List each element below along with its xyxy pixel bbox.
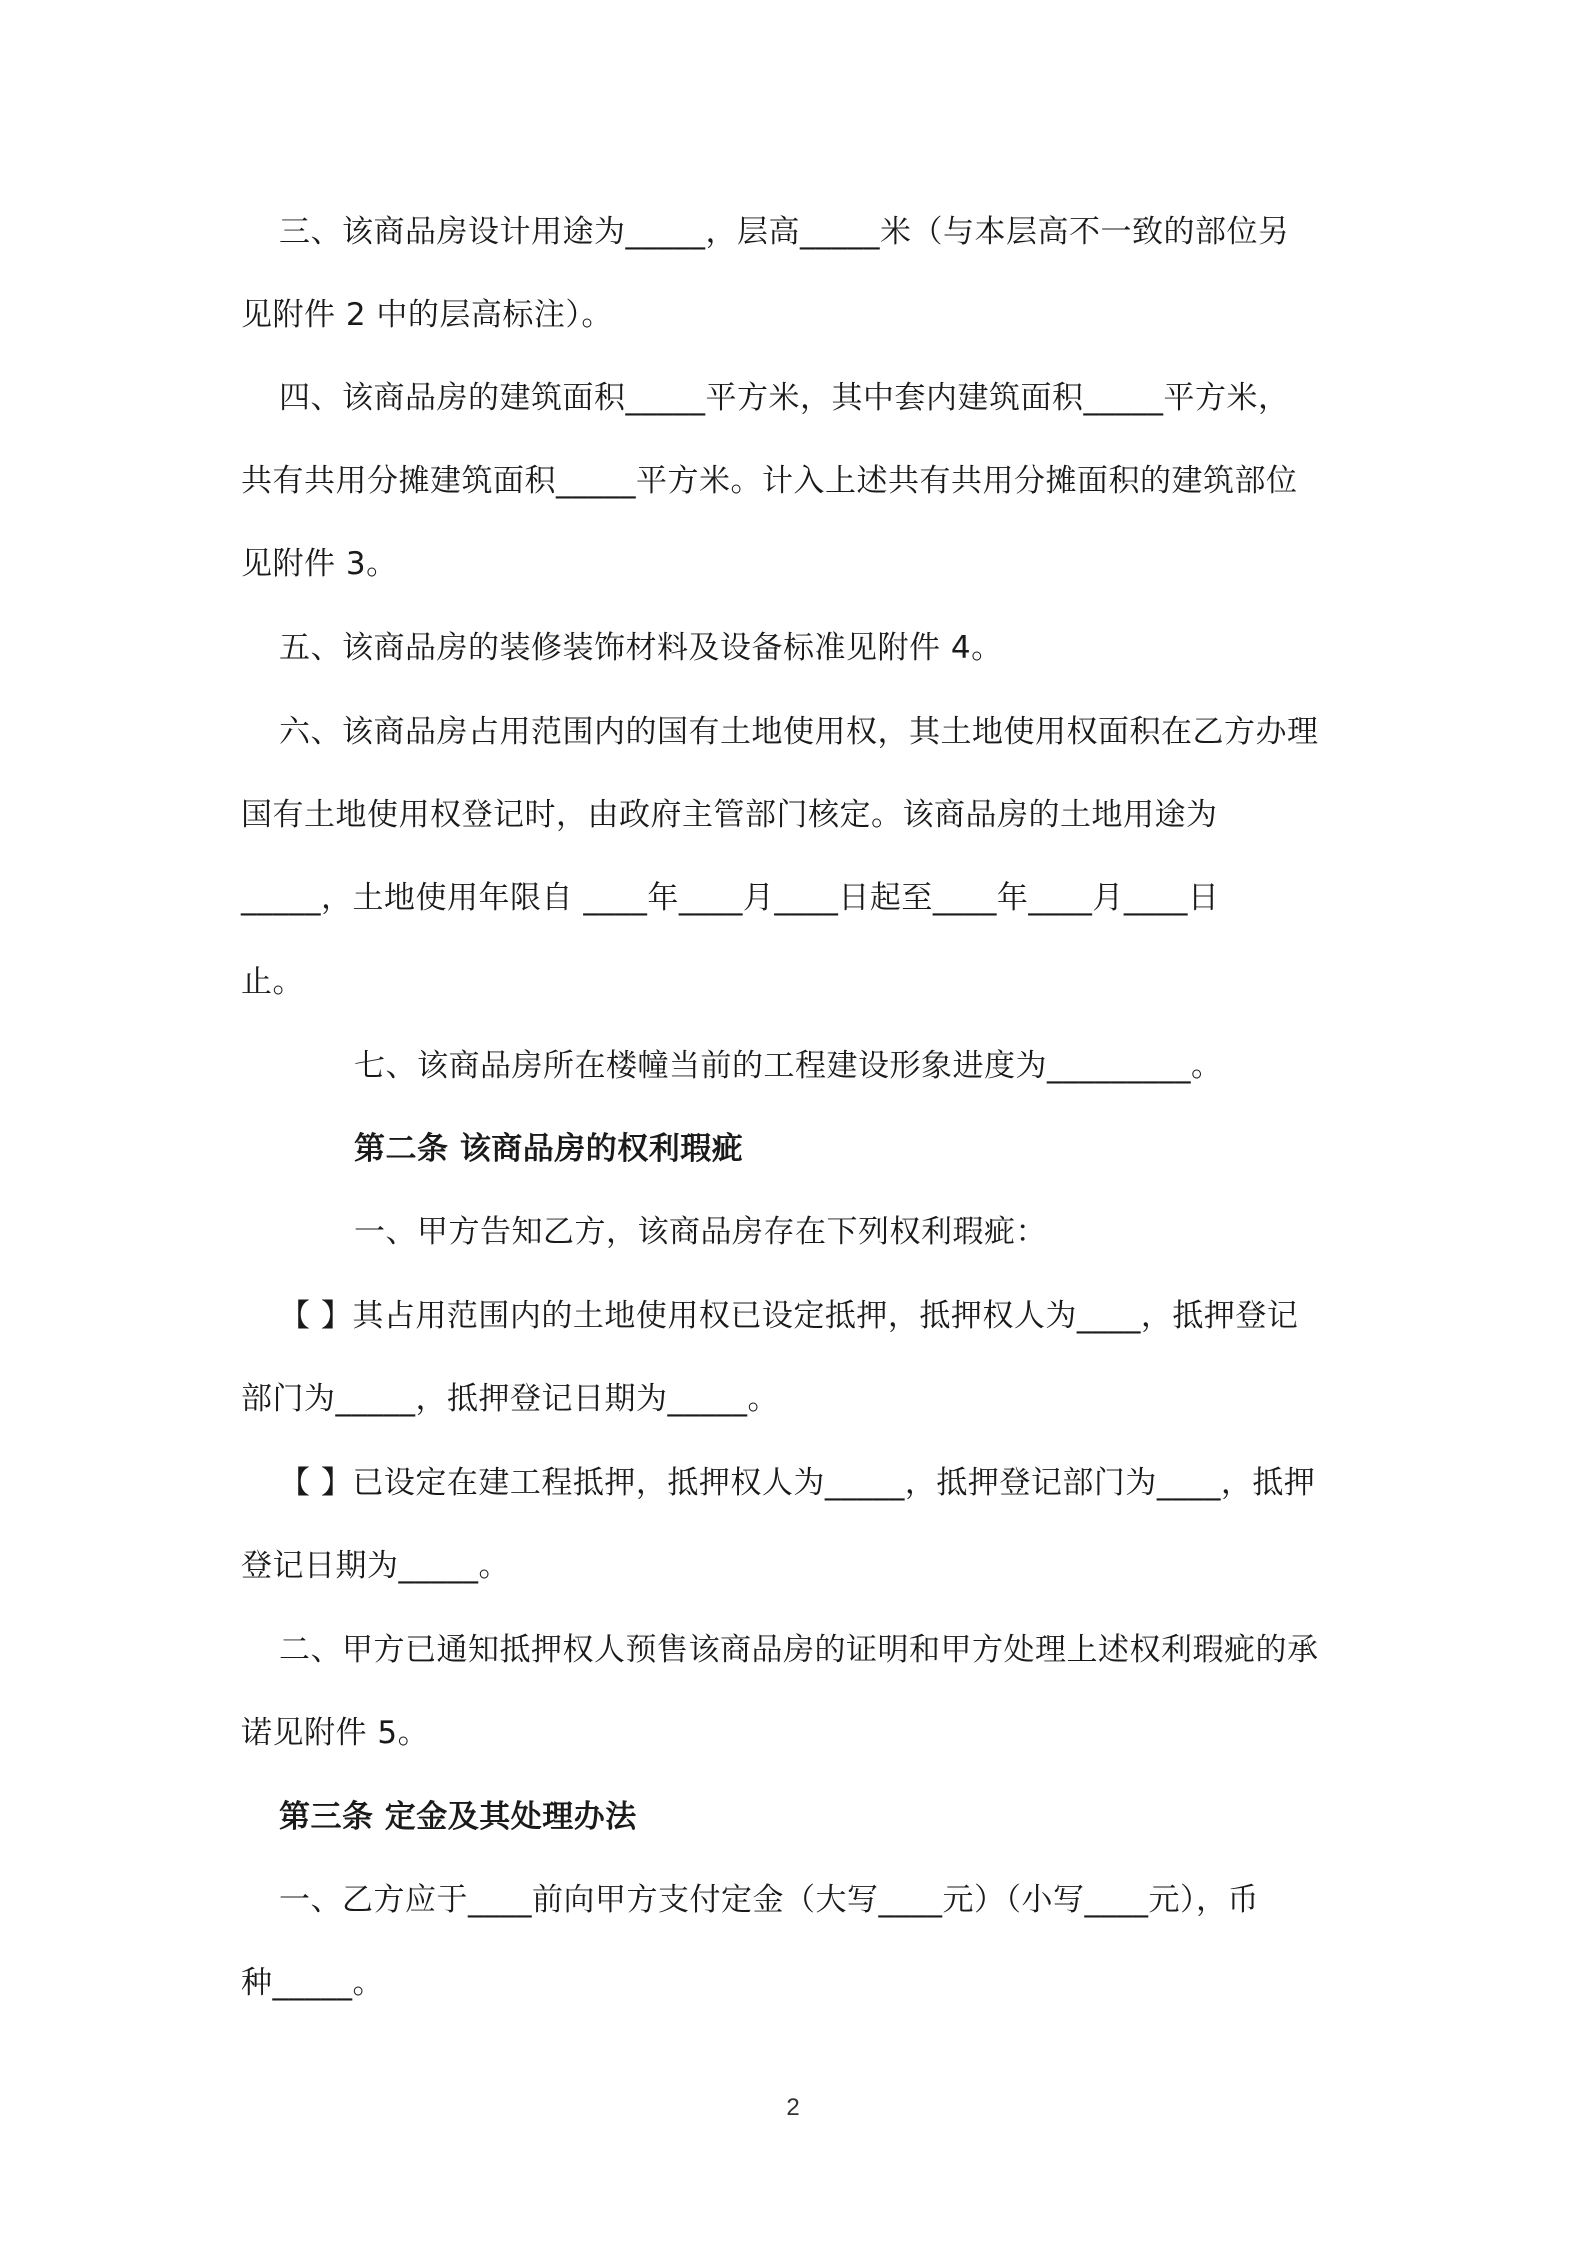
clause-2-2-line-1: 二、甲方已通知抵押权人预售该商品房的证明和甲方处理上述权利瑕疵的承	[279, 1632, 1319, 1668]
clause-1-6-line-4: 止。	[241, 964, 304, 1000]
clause-1-3-line-2: 见附件 2 中的层高标注）。	[241, 297, 613, 333]
clause-3-1-line-1: 一、乙方应于____前向甲方支付定金（大写____元）（小写____元），币	[279, 1882, 1259, 1918]
article-2-heading: 第二条 该商品房的权利瑕疵	[354, 1131, 744, 1167]
clause-2-1-line-1: 一、甲方告知乙方，该商品房存在下列权利瑕疵：	[354, 1214, 1047, 1250]
clause-1-5-line-1: 五、该商品房的装修装饰材料及设备标准见附件 4。	[279, 630, 1003, 666]
clause-1-6-line-3: _____，土地使用年限自 ____年____月____日起至____年____月____日	[241, 880, 1220, 916]
page-number: 2	[786, 2094, 800, 2121]
checkbox-item-1-line-1: 【 】其占用范围内的土地使用权已设定抵押，抵押权人为____，抵押登记	[279, 1298, 1299, 1334]
clause-1-7-line-1: 七、该商品房所在楼幢当前的工程建设形象进度为_________。	[354, 1048, 1223, 1084]
checkbox-item-1-line-2: 部门为_____，抵押登记日期为_____。	[241, 1381, 779, 1417]
clause-1-4-line-2: 共有共用分摊建筑面积_____平方米。计入上述共有共用分摊面积的建筑部位	[241, 463, 1298, 499]
article-3-heading: 第三条 定金及其处理办法	[279, 1799, 637, 1835]
clause-1-6-line-2: 国有土地使用权登记时，由政府主管部门核定。该商品房的土地用途为	[241, 797, 1218, 833]
clause-1-3-line-1: 三、该商品房设计用途为_____，层高_____米（与本层高不一致的部位另	[279, 214, 1290, 250]
clause-2-2-line-2: 诺见附件 5。	[241, 1715, 430, 1751]
clause-1-4-line-1: 四、该商品房的建筑面积_____平方米，其中套内建筑面积_____平方米，	[279, 380, 1290, 416]
clause-1-6-line-1: 六、该商品房占用范围内的国有土地使用权，其土地使用权面积在乙方办理	[279, 714, 1319, 750]
clause-3-1-line-2: 种_____。	[241, 1965, 384, 2001]
clause-1-4-line-3: 见附件 3。	[241, 546, 398, 582]
checkbox-item-2-line-1: 【 】已设定在建工程抵押，抵押权人为_____，抵押登记部门为____，抵押	[279, 1465, 1316, 1501]
checkbox-item-2-line-2: 登记日期为_____。	[241, 1548, 510, 1584]
